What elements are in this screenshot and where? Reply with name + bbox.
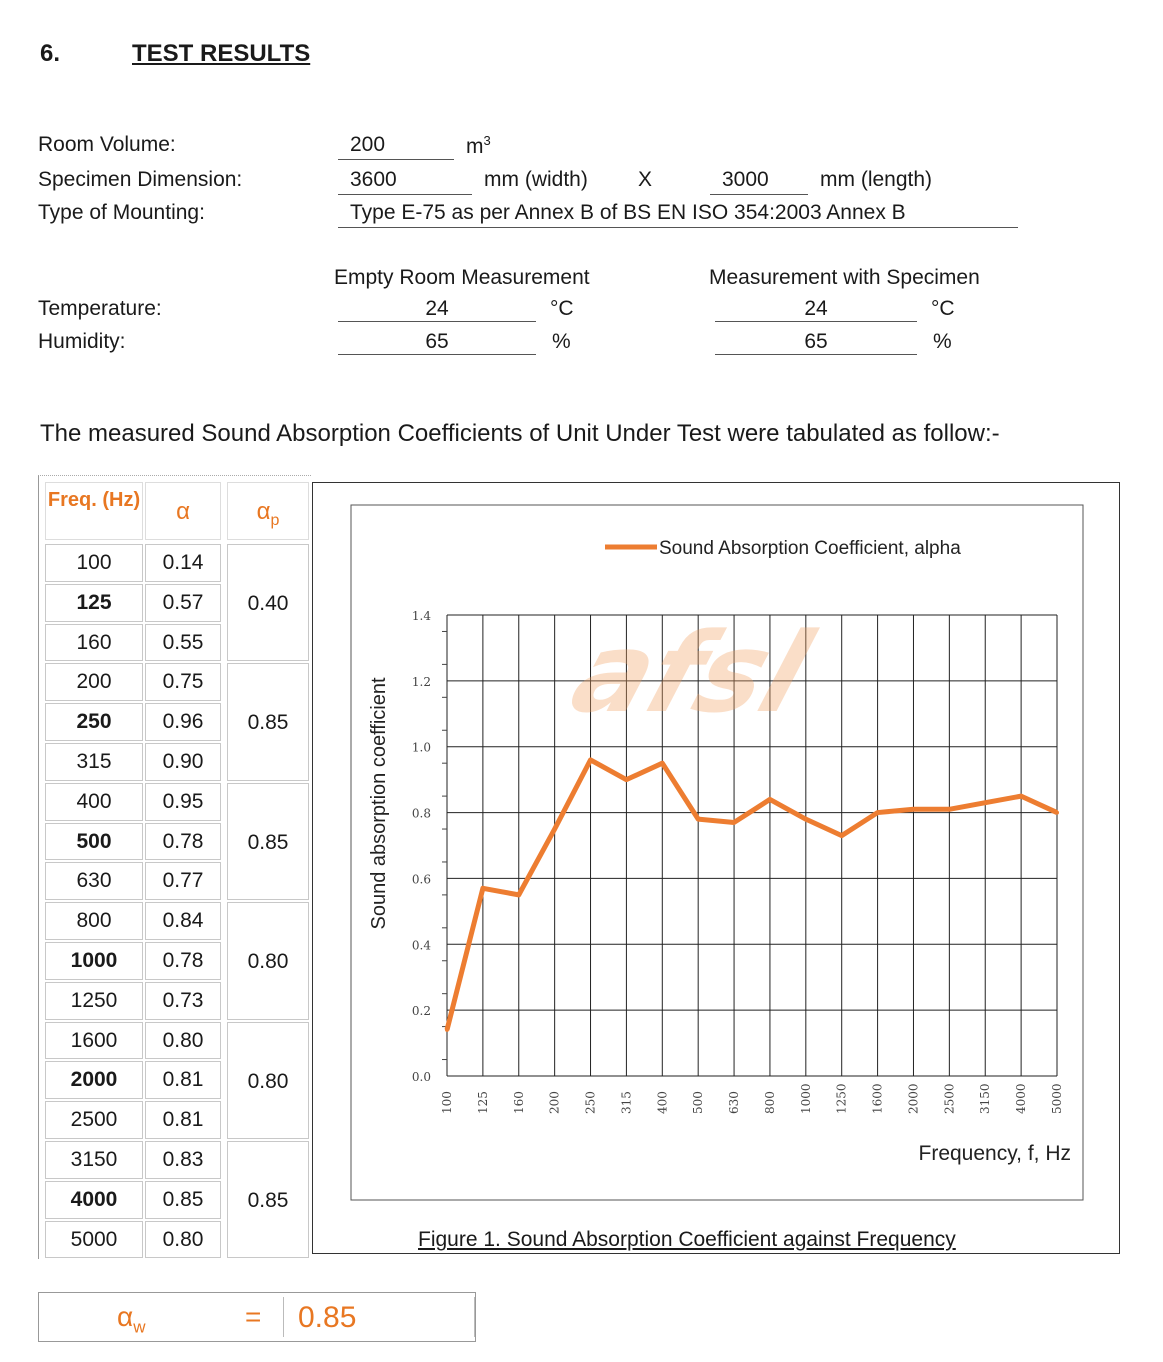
alpha-cell: 0.78	[145, 823, 221, 861]
data-point	[840, 834, 844, 838]
data-point	[1055, 811, 1059, 815]
x-tick-label: 2500	[942, 1083, 957, 1114]
data-point	[947, 807, 951, 811]
alpha-cell: 0.81	[145, 1061, 221, 1099]
freq-cell: 630	[45, 862, 143, 900]
alpha-cell: 0.77	[145, 862, 221, 900]
freq-cell: 3150	[45, 1141, 143, 1179]
intro-text: The measured Sound Absorption Coefficients of Unit Under Test were tabulated as follow:-	[40, 420, 1000, 447]
alpha-cell: 0.75	[145, 663, 221, 701]
y-tick-label: 1.2	[411, 674, 431, 689]
specimen-length-unit: mm (length)	[820, 168, 933, 191]
alpha-p-cell: 0.85	[227, 1141, 309, 1258]
specimen-temperature-value: 24	[715, 297, 917, 322]
alpha-p-cell: 0.85	[227, 663, 309, 780]
freq-cell: 1600	[45, 1022, 143, 1060]
humidity-label: Humidity:	[38, 330, 126, 353]
x-tick-label: 100	[440, 1091, 454, 1114]
x-tick-label: 5000	[1050, 1083, 1064, 1114]
empty-humidity-unit: %	[552, 330, 571, 353]
watermark-logo: afsl	[557, 608, 825, 738]
absorption-table	[38, 475, 311, 1259]
x-tick-label: 400	[655, 1091, 670, 1114]
x-tick-label: 200	[547, 1091, 562, 1114]
x-tick-label: 630	[727, 1091, 742, 1114]
temperature-label: Temperature:	[38, 297, 162, 320]
x-tick-label: 315	[619, 1091, 634, 1114]
data-point	[696, 817, 700, 821]
x-tick-label: 1250	[834, 1083, 849, 1114]
data-point	[768, 797, 772, 801]
alpha-cell: 0.83	[145, 1141, 221, 1179]
alpha-cell: 0.85	[145, 1181, 221, 1219]
freq-cell: 1000	[45, 942, 143, 980]
freq-cell: 800	[45, 902, 143, 940]
y-tick-label: 0.0	[411, 1070, 431, 1084]
freq-cell: 2500	[45, 1101, 143, 1139]
x-tick-label: 2000	[906, 1083, 921, 1114]
freq-cell: 200	[45, 663, 143, 701]
alpha-cell: 0.96	[145, 703, 221, 741]
weighted-equals: =	[245, 1301, 262, 1332]
header-alpha: α	[145, 482, 221, 540]
freq-cell: 400	[45, 783, 143, 821]
x-axis-label: Frequency, f, Hz	[918, 1142, 1071, 1165]
freq-cell: 125	[45, 584, 143, 622]
alpha-cell: 0.55	[145, 624, 221, 662]
chart-caption: Figure 1. Sound Absorption Coefficient against Frequency	[418, 1228, 956, 1251]
data-point	[732, 820, 736, 824]
alpha-p-cell: 0.80	[227, 902, 309, 1019]
freq-cell: 315	[45, 743, 143, 781]
empty-humidity-value: 65	[338, 330, 536, 355]
header-freq: Freq. (Hz)	[45, 482, 143, 540]
legend-label: Sound Absorption Coefficient, alpha	[659, 538, 961, 559]
specimen-humidity-value: 65	[715, 330, 917, 355]
freq-cell: 100	[45, 544, 143, 582]
data-point	[911, 807, 915, 811]
x-tick-label: 125	[475, 1091, 490, 1114]
alpha-cell: 0.81	[145, 1101, 221, 1139]
weighted-value-cell	[283, 1297, 475, 1337]
data-point	[553, 827, 557, 831]
x-tick-label: 3150	[978, 1083, 993, 1114]
section-number: 6.	[40, 40, 61, 67]
specimen-length-value: 3000	[710, 168, 808, 195]
alpha-cell: 0.78	[145, 942, 221, 980]
empty-room-header: Empty Room Measurement	[334, 266, 590, 289]
data-point	[481, 886, 485, 890]
empty-temperature-value: 24	[338, 297, 536, 322]
x-tick-label: 160	[511, 1091, 526, 1114]
freq-cell: 250	[45, 703, 143, 741]
data-point	[876, 811, 880, 815]
absorption-chart	[313, 483, 1119, 1253]
y-tick-label: 0.4	[411, 938, 431, 953]
freq-cell: 4000	[45, 1181, 143, 1219]
room-volume-label: Room Volume:	[38, 133, 176, 156]
weighted-coefficient-box	[38, 1292, 476, 1342]
freq-cell: 160	[45, 624, 143, 662]
x-tick-label: 250	[583, 1091, 598, 1114]
data-point	[624, 778, 628, 782]
y-tick-label: 0.2	[411, 1004, 431, 1019]
weighted-value: 0.85	[298, 1301, 357, 1334]
alpha-p-cell: 0.85	[227, 783, 309, 900]
alpha-p-cell: 0.80	[227, 1022, 309, 1139]
specimen-temperature-unit: °C	[931, 297, 955, 320]
alpha-cell: 0.80	[145, 1221, 221, 1259]
alpha-cell: 0.80	[145, 1022, 221, 1060]
alpha-cell: 0.95	[145, 783, 221, 821]
alpha-cell: 0.84	[145, 902, 221, 940]
x-tick-label: 800	[762, 1091, 777, 1114]
data-point	[983, 801, 987, 805]
x-tick-label: 500	[691, 1091, 706, 1114]
y-tick-label: 0.8	[411, 806, 431, 821]
empty-temperature-unit: °C	[550, 297, 574, 320]
specimen-width-unit: mm (width)	[484, 168, 588, 191]
room-volume-value: 200	[338, 133, 454, 160]
y-tick-label: 0.6	[411, 872, 431, 887]
y-tick-label: 1.0	[411, 740, 431, 755]
header-alpha-p: $\alpha_p$	[227, 482, 309, 540]
mounting-label: Type of Mounting:	[38, 201, 205, 224]
with-specimen-header: Measurement with Specimen	[709, 266, 980, 289]
data-point	[445, 1028, 449, 1032]
y-axis-label: Sound absorption coefficient	[368, 677, 390, 930]
room-volume-unit: $m^3$	[466, 133, 491, 158]
freq-cell: 500	[45, 823, 143, 861]
alpha-cell: 0.14	[145, 544, 221, 582]
alpha-cell: 0.90	[145, 743, 221, 781]
data-point	[1019, 794, 1023, 798]
alpha-p-cell: 0.40	[227, 544, 309, 661]
data-point	[660, 761, 664, 765]
freq-cell: 5000	[45, 1221, 143, 1259]
x-tick-label: 1000	[798, 1083, 813, 1114]
weighted-symbol: $\alpha_w$	[117, 1301, 146, 1337]
specimen-label: Specimen Dimension:	[38, 168, 243, 191]
freq-cell: 1250	[45, 982, 143, 1020]
chart-frame	[312, 482, 1120, 1254]
specimen-width-value: 3600	[338, 168, 472, 195]
freq-cell: 2000	[45, 1061, 143, 1099]
specimen-times: X	[638, 168, 653, 191]
mounting-value: Type E-75 as per Annex B of BS EN ISO 354:2003 Annex B	[338, 201, 1018, 228]
section-title: TEST RESULTS	[132, 40, 311, 67]
alpha-cell: 0.73	[145, 982, 221, 1020]
data-point	[589, 758, 593, 762]
x-tick-label: 4000	[1014, 1083, 1029, 1114]
x-tick-label: 1600	[870, 1083, 885, 1114]
data-point	[804, 817, 808, 821]
data-point	[517, 893, 521, 897]
y-tick-label: 1.4	[411, 609, 431, 623]
specimen-humidity-unit: %	[933, 330, 952, 353]
alpha-cell: 0.57	[145, 584, 221, 622]
